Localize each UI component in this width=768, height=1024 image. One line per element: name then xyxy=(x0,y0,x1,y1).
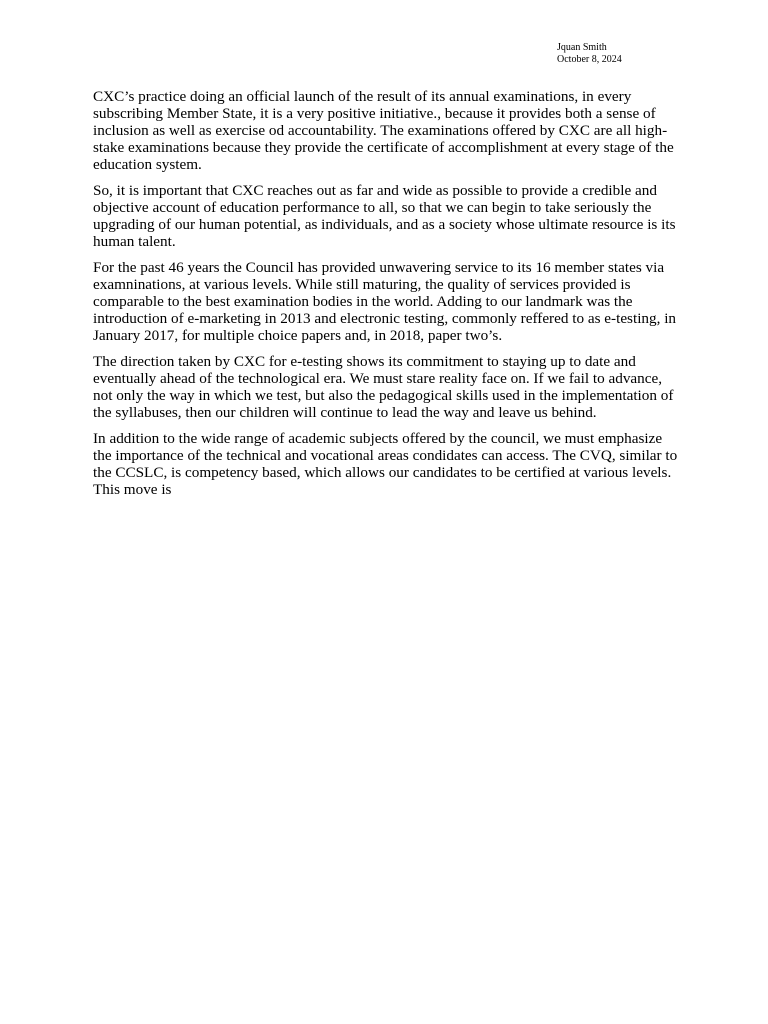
paragraph-3: For the past 46 years the Council has provided unwavering service to its 16 member states via examninations, at various levels. While still maturing, the quality of services provided is comparable to the best examination bodies in the world. Adding to our landmark was the introduction of e-marketing in 2013 and electronic testing, commonly reffered to as e-testing, in January 2017, for multiple choice papers and, in 2018, paper two’s. xyxy=(93,259,677,344)
document-date: October 8, 2024 xyxy=(557,54,622,65)
document-header xyxy=(557,42,622,66)
document-body xyxy=(93,88,679,507)
author-name: Jquan Smith xyxy=(557,42,607,53)
paragraph-5: In addition to the wide range of academic subjects offered by the council, we must emphasize the importance of the technical and vocational areas condidates can access. The CVQ, similar to the CCSLC, is competency based, which allows our candidates to be certified at various levels. This move is xyxy=(93,430,678,498)
paragraph-2: So, it is important that CXC reaches out as far and wide as possible to provide a credible and objective account of education performance to all, so that we can begin to take seriously the upgrading of our human potential, as individuals, and as a society whose ultimate resource is its human talent. xyxy=(93,182,676,250)
paragraph-4: The direction taken by CXC for e-testing shows its commitment to staying up to date and eventually ahead of the technological era. We must stare reality face on. If we fail to advance, not only the way in which we test, but also the pedagogical skills used in the implementation of the syllabuses, then our children will continue to lead the way and leave us behind. xyxy=(93,353,674,421)
paragraph-1: CXC’s practice doing an official launch of the result of its annual examinations, in every subscribing Member State, it is a very positive initiative., because it provides both a sense of inclusion as well as exercise od accountability. The examinations offered by CXC are all high-stake examinations because they provide the certificate of accomplishment at every stage of the education system. xyxy=(93,88,674,173)
